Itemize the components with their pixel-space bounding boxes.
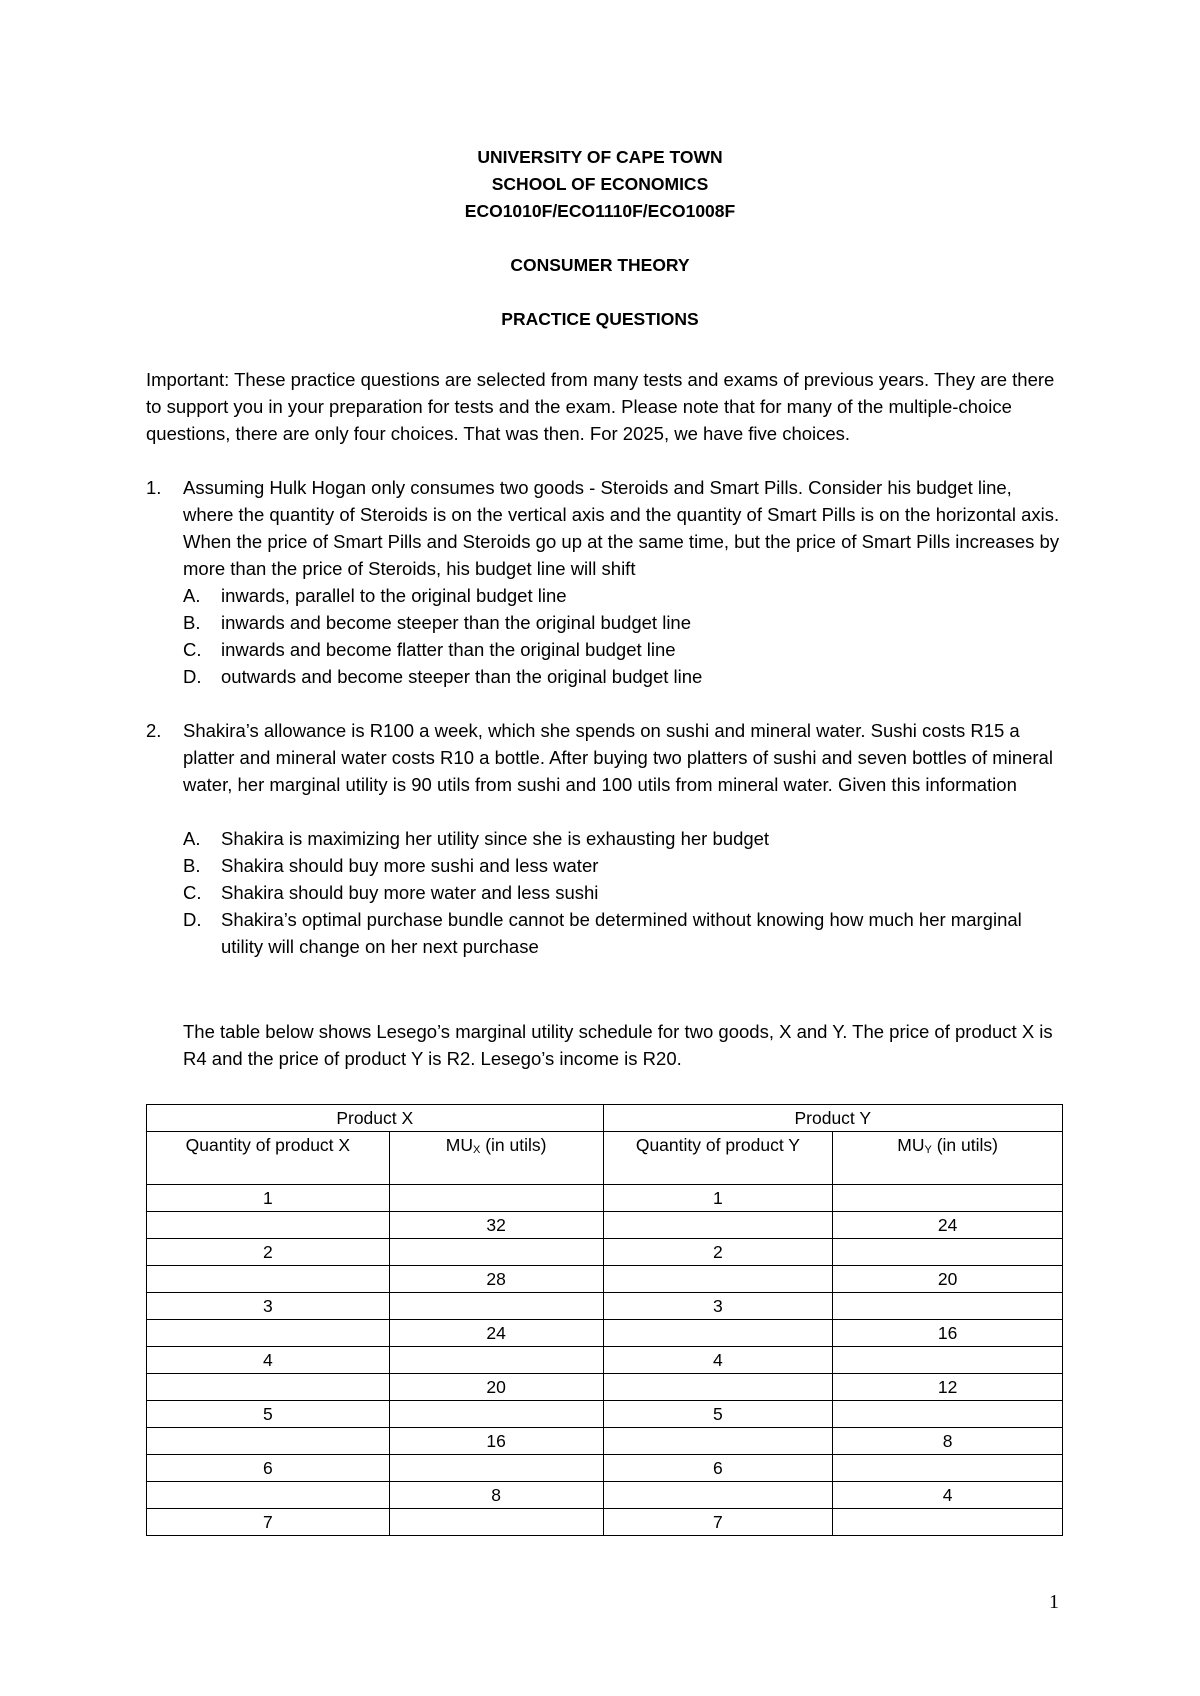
question-1 xyxy=(146,474,1066,690)
table-row xyxy=(147,1185,1063,1212)
muy-header: MUY (in utils) xyxy=(833,1132,1063,1185)
table-cell xyxy=(603,1266,833,1293)
table-cell xyxy=(147,1212,390,1239)
table-cell: 6 xyxy=(147,1455,390,1482)
table-cell: 4 xyxy=(147,1347,390,1374)
table-cell: 16 xyxy=(389,1428,603,1455)
quantity-x-header: Quantity of product X xyxy=(147,1132,390,1185)
option-a: A. Shakira is maximizing her utility since she is exhausting her budget xyxy=(183,828,770,849)
table-cell xyxy=(147,1266,390,1293)
table-cell: 6 xyxy=(603,1455,833,1482)
page-number: 1 xyxy=(1049,1591,1059,1613)
table-cell: 1 xyxy=(147,1185,390,1212)
table-cell: 4 xyxy=(603,1347,833,1374)
document-subtitle: PRACTICE QUESTIONS xyxy=(501,309,699,329)
table-cell xyxy=(147,1374,390,1401)
table-cell xyxy=(833,1509,1063,1536)
mux-header: MUX (in utils) xyxy=(389,1132,603,1185)
table-cell: 5 xyxy=(147,1401,390,1428)
intro-paragraph: Important: These practice questions are selected from many tests and exams of previous years. They are there to support you in your preparation for tests and the exam. Please note that for many of the multiple-choice questions, there are only four choices. That was then. For 2025, we have five choices. xyxy=(146,369,1055,444)
options-list xyxy=(183,582,1066,690)
table-row xyxy=(147,1239,1063,1266)
table-row xyxy=(147,1347,1063,1374)
option-c: C. Shakira should buy more water and less sushi xyxy=(183,882,599,903)
table-cell: 7 xyxy=(603,1509,833,1536)
option-a: A. inwards, parallel to the original budget line xyxy=(183,585,567,606)
table-cell: 4 xyxy=(833,1482,1063,1509)
quantity-y-header: Quantity of product Y xyxy=(603,1132,833,1185)
option-c: C. inwards and become flatter than the original budget line xyxy=(183,639,676,660)
table-cell xyxy=(603,1212,833,1239)
table-row xyxy=(147,1293,1063,1320)
table-cell: 7 xyxy=(147,1509,390,1536)
table-cell xyxy=(147,1428,390,1455)
table-cell: 32 xyxy=(389,1212,603,1239)
table-row xyxy=(147,1266,1063,1293)
document-header xyxy=(0,144,1200,333)
product-y-header: Product Y xyxy=(603,1105,1063,1132)
table-cell xyxy=(603,1482,833,1509)
table-cell xyxy=(389,1239,603,1266)
table-cell xyxy=(389,1347,603,1374)
option-d: D. Shakira’s optimal purchase bundle cannot be determined without knowing how much her marginal utility will change on her next purchase xyxy=(183,909,1022,957)
table-cell: 16 xyxy=(833,1320,1063,1347)
university-name: UNIVERSITY OF CAPE TOWN xyxy=(477,147,723,167)
table-cell: 2 xyxy=(147,1239,390,1266)
option-b: B. inwards and become steeper than the original budget line xyxy=(183,612,692,633)
table-cell: 8 xyxy=(833,1428,1063,1455)
table-body xyxy=(147,1185,1063,1536)
table-cell xyxy=(603,1320,833,1347)
options-list xyxy=(183,825,1066,960)
table-row xyxy=(147,1374,1063,1401)
table-cell: 12 xyxy=(833,1374,1063,1401)
product-x-header: Product X xyxy=(147,1105,604,1132)
table-cell xyxy=(389,1455,603,1482)
table-cell: 2 xyxy=(603,1239,833,1266)
table-row xyxy=(147,1401,1063,1428)
table-cell xyxy=(603,1374,833,1401)
table-cell xyxy=(147,1320,390,1347)
question-2 xyxy=(146,717,1066,960)
table-cell: 24 xyxy=(833,1212,1063,1239)
table-cell: 1 xyxy=(603,1185,833,1212)
table-row xyxy=(147,1320,1063,1347)
table-cell xyxy=(147,1482,390,1509)
table-cell xyxy=(389,1293,603,1320)
table-cell xyxy=(833,1347,1063,1374)
option-d: D. outwards and become steeper than the original budget line xyxy=(183,666,703,687)
question-text: Shakira’s allowance is R100 a week, which she spends on sushi and mineral water. Sushi costs R15 a platter and mineral water costs R10 a bottle. After buying two platters of sushi and seven bottles of mineral water, her marginal utility is 90 utils from sushi and 100 utils from mineral water. Given this information xyxy=(183,720,1053,795)
table-cell: 3 xyxy=(603,1293,833,1320)
table-row xyxy=(147,1212,1063,1239)
table-cell xyxy=(833,1185,1063,1212)
question-number: 1. xyxy=(146,477,162,498)
course-codes: ECO1010F/ECO1110F/ECO1008F xyxy=(464,201,736,221)
table-cell xyxy=(389,1401,603,1428)
table-row xyxy=(147,1482,1063,1509)
table-cell: 24 xyxy=(389,1320,603,1347)
table-cell: 20 xyxy=(833,1266,1063,1293)
table-cell: 3 xyxy=(147,1293,390,1320)
table-cell: 28 xyxy=(389,1266,603,1293)
table-cell: 5 xyxy=(603,1401,833,1428)
question-number: 2. xyxy=(146,720,162,741)
table-cell xyxy=(389,1509,603,1536)
table-cell xyxy=(833,1455,1063,1482)
table-cell xyxy=(833,1293,1063,1320)
table-cell: 20 xyxy=(389,1374,603,1401)
table-cell xyxy=(603,1428,833,1455)
table-row xyxy=(147,1428,1063,1455)
marginal-utility-table xyxy=(146,1104,1063,1536)
question-text: Assuming Hulk Hogan only consumes two goods - Steroids and Smart Pills. Consider his budget line, where the quantity of Steroids is on the vertical axis and the quantity of Smart Pills is on the horizontal axis. When the price of Smart Pills and Steroids go up at the same time, but the price of Smart Pills increases by more than the price of Steroids, his budget line will shift xyxy=(183,477,1060,579)
table-row xyxy=(147,1455,1063,1482)
table-row xyxy=(147,1509,1063,1536)
table-cell: 8 xyxy=(389,1482,603,1509)
school-name: SCHOOL OF ECONOMICS xyxy=(491,174,709,194)
table-cell xyxy=(389,1185,603,1212)
table-cell xyxy=(833,1401,1063,1428)
table-intro: The table below shows Lesego’s marginal utility schedule for two goods, X and Y. The price of product X is R4 and the price of product Y is R2. Lesego’s income is R20. xyxy=(183,1021,1053,1069)
option-b: B. Shakira should buy more sushi and less water xyxy=(183,855,599,876)
table-cell xyxy=(833,1239,1063,1266)
document-title: CONSUMER THEORY xyxy=(510,255,690,275)
